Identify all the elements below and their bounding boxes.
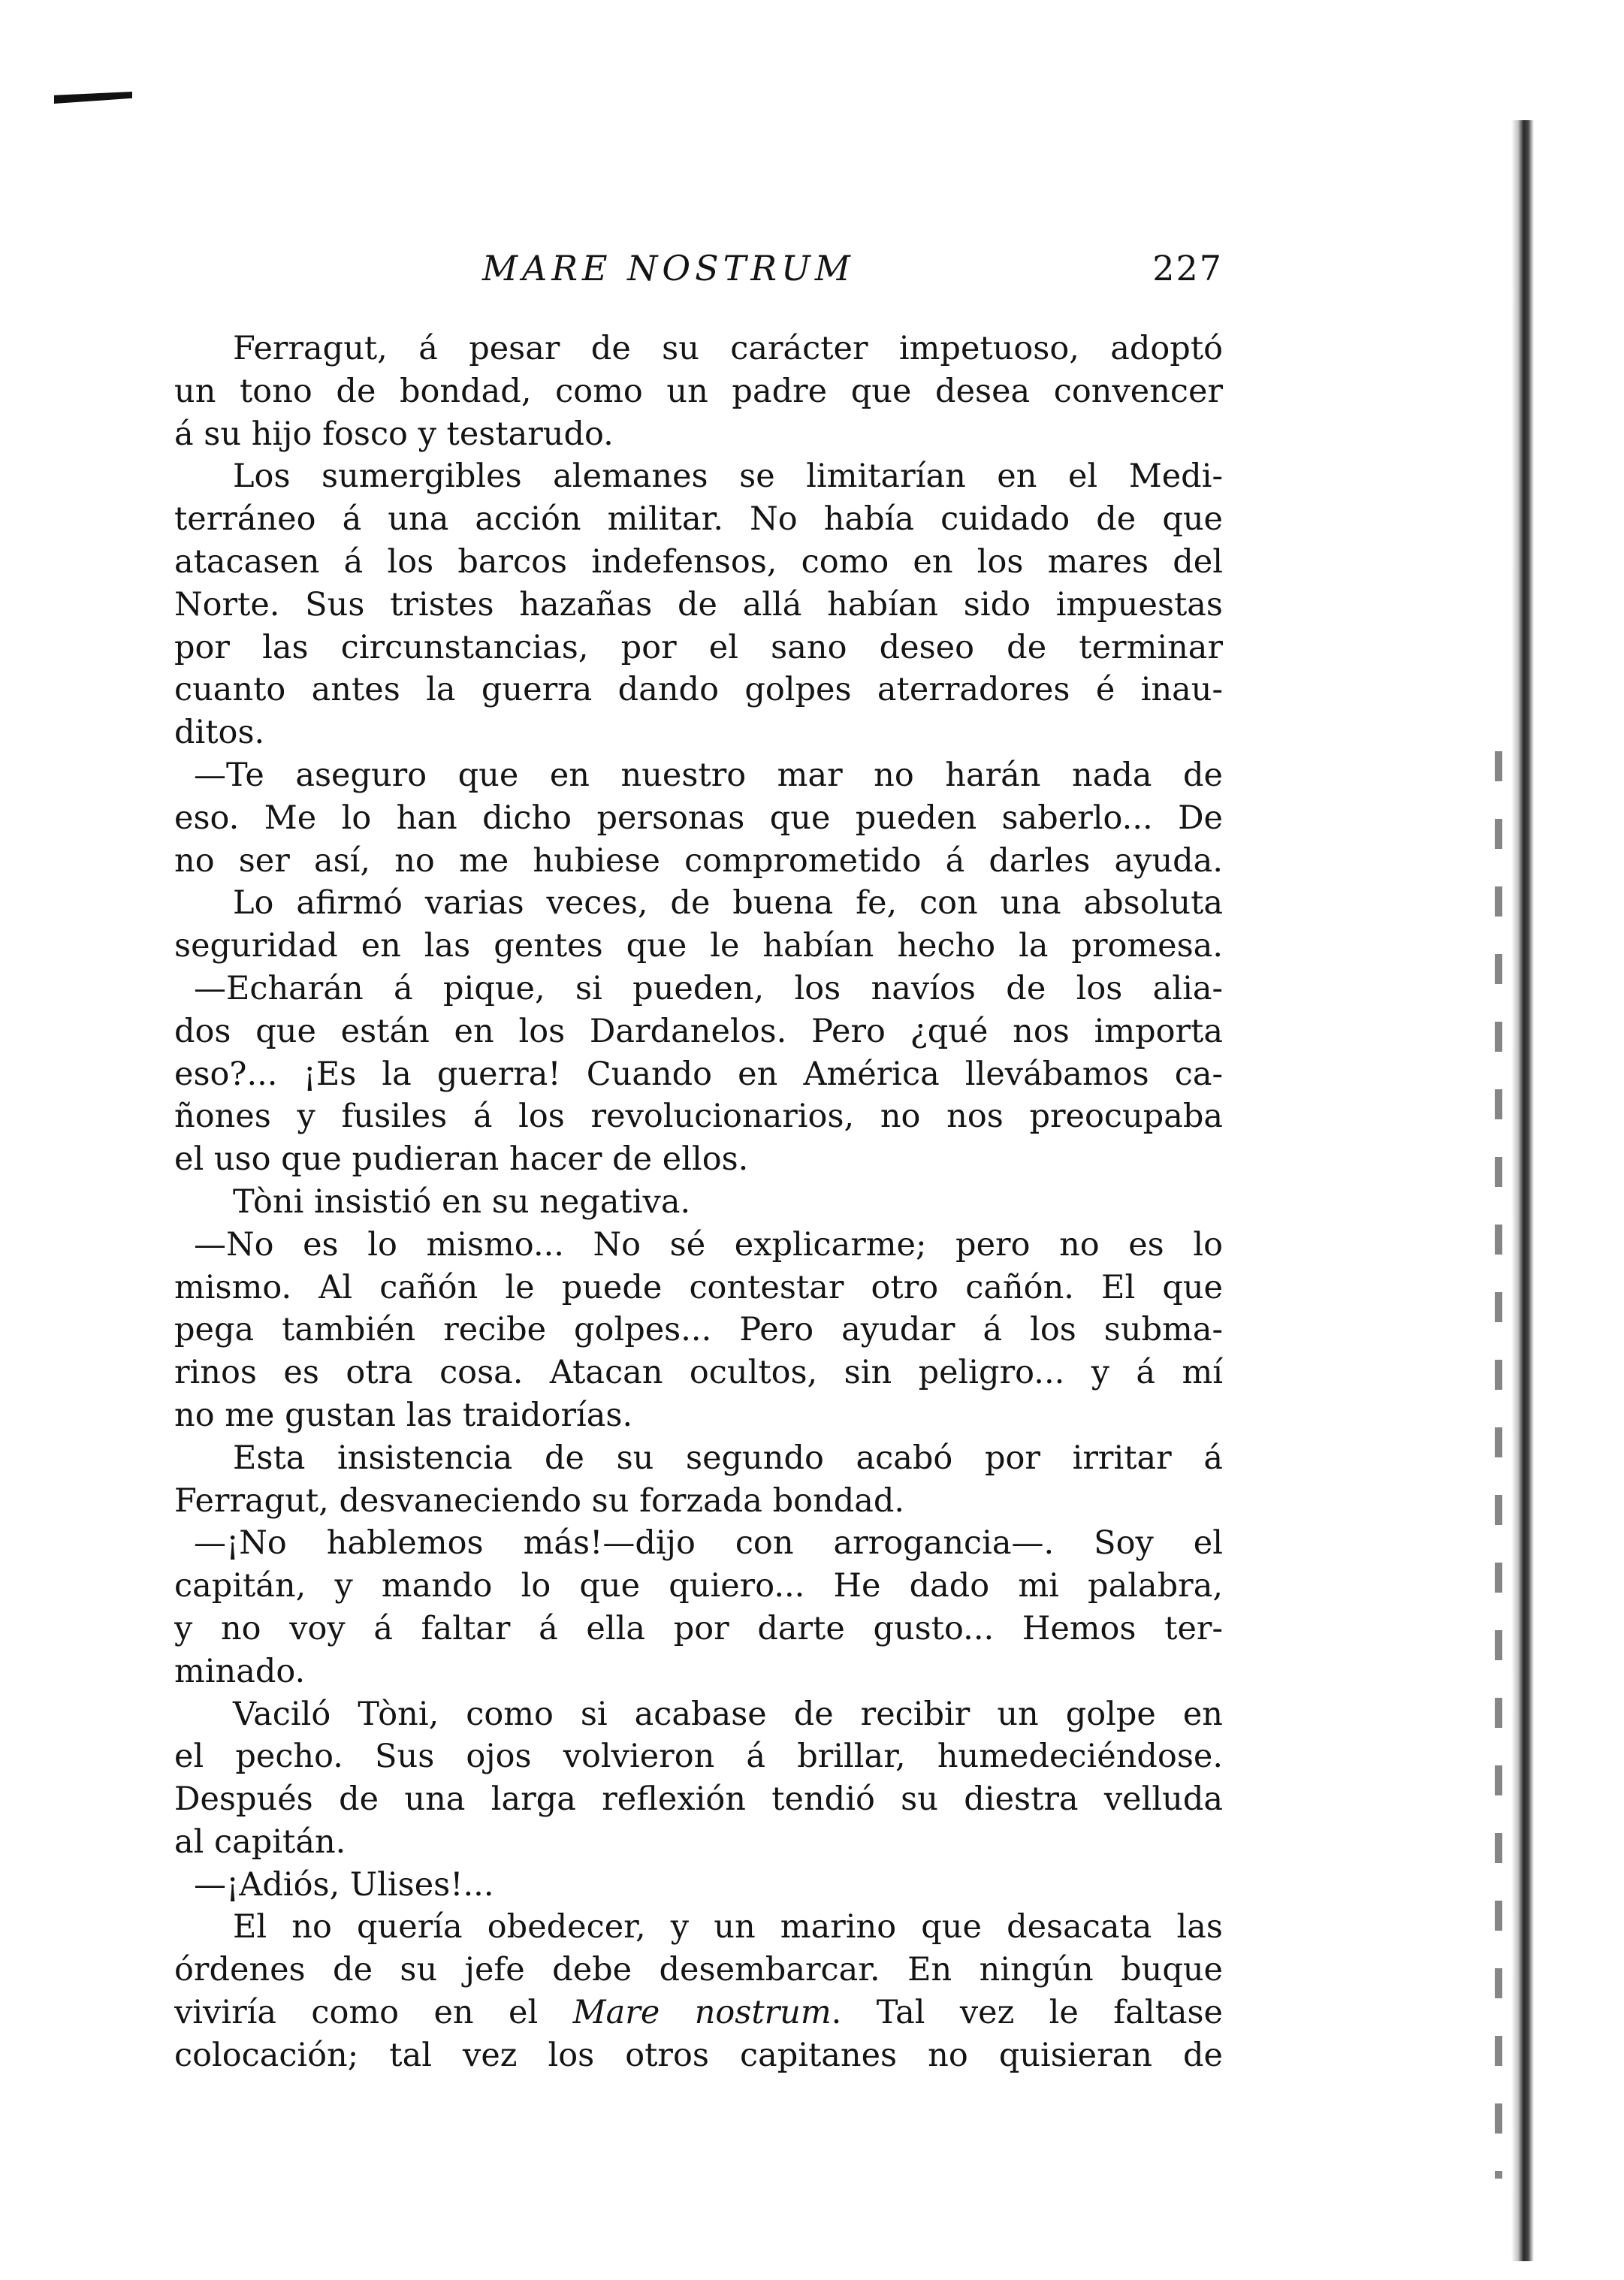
text-line: atacasen á los barcos indefensos, como en los mares del	[174, 542, 1223, 581]
running-head	[174, 248, 1223, 300]
text-line: Ferragut, á pesar de su carácter impetuoso, adoptó	[233, 330, 1223, 367]
body-text	[174, 328, 1223, 2077]
text-line: cuanto antes la guerra dando golpes aterradores é inau-	[174, 671, 1223, 709]
text-line: Lo afirmó varias veces, de buena fe, con una absoluta	[233, 884, 1223, 923]
text-line: Vaciló Tòni, como si acabase de recibir un golpe en	[233, 1695, 1223, 1733]
text-line: eso. Me lo han dicho personas que pueden saberlo... De	[174, 799, 1223, 837]
text-line: Ferragut, desvaneciendo su forzada bondad.	[174, 1481, 905, 1520]
text-line: —Echarán á pique, si pueden, los navíos de los alia-	[194, 969, 1223, 1007]
text-segment: . Tal vez le faltase	[831, 1994, 1223, 2032]
page-number: 227	[1152, 248, 1223, 288]
text-line: á su hijo fosco y testarudo.	[174, 415, 614, 453]
text-line: —No es lo mismo... No sé explicarme; pero no es lo	[194, 1225, 1223, 1264]
text-line: Norte. Sus tristes hazañas de allá habían sido impuestas	[174, 585, 1223, 624]
text-line: rinos es otra cosa. Atacan ocultos, sin peligro... y á mí	[174, 1354, 1223, 1392]
text-line: un tono de bondad, como un padre que desea convencer	[174, 372, 1223, 410]
text-line: terráneo á una acción militar. No había cuidado de que	[174, 500, 1223, 539]
text-line: seguridad en las gentes que le habían hecho la promesa.	[174, 927, 1223, 965]
scan-binding-edge	[1511, 120, 1534, 2261]
text-line: no ser así, no me hubiese comprometido á darles ayuda.	[174, 841, 1223, 880]
text-line: órdenes de su jefe debe desembarcar. En ningún buque	[174, 1951, 1223, 1989]
text-line: —¡No hablemos más!—dijo con arrogancia—. Soy el	[194, 1524, 1223, 1563]
text-line: colocación; tal vez los otros capitanes no quisieran de	[174, 2036, 1223, 2074]
text-line: El no quería obedecer, y un marino que desacata las	[233, 1908, 1223, 1946]
running-title: MARE NOSTRUM	[482, 248, 855, 288]
text-line: ñones y fusiles á los revolucionarios, no nos preocupaba	[174, 1098, 1223, 1136]
italic-title: Mare nostrum	[572, 1994, 832, 2032]
text-line: ditos.	[174, 714, 265, 752]
text-line: Después de una larga reflexión tendió su diestra velluda	[174, 1780, 1223, 1819]
text-line: por las circunstancias, por el sano deseo de terminar	[174, 628, 1223, 666]
text-line: Esta insistencia de su segundo acabó por irritar á	[233, 1439, 1223, 1477]
text-line: Los sumergibles alemanes se limitarían en el Medi-	[233, 458, 1223, 496]
text-line: mismo. Al cañón le puede contestar otro cañón. El que	[174, 1268, 1223, 1306]
text-line: eso?... ¡Es la guerra! Cuando en América llevábamos ca-	[174, 1055, 1223, 1093]
text-line: el uso que pudieran hacer de ellos.	[174, 1140, 749, 1179]
text-line: capitán, y mando lo que quiero... He dado mi palabra,	[174, 1567, 1223, 1605]
text-line: no me gustan las traidorías.	[174, 1396, 633, 1434]
text-line: el pecho. Sus ojos volvieron á brillar, humedeciéndose.	[174, 1738, 1223, 1776]
text-line: al capitán.	[174, 1822, 346, 1861]
text-line: minado.	[174, 1652, 306, 1690]
text-line: pega también recibe golpes... Pero ayudar á los subma-	[174, 1311, 1223, 1349]
text-line: dos que están en los Dardanelos. Pero ¿qué nos importa	[174, 1012, 1223, 1050]
text-line: —Te aseguro que en nuestro mar no harán nada de	[194, 756, 1223, 794]
scan-binding-shadow	[1495, 751, 1502, 2179]
text-line: y no voy á faltar á ella por darte gusto... Hemos ter-	[174, 1609, 1223, 1647]
text-line-mixed	[174, 1992, 1223, 2034]
text-segment: viviría como en el	[174, 1994, 539, 2032]
text-line: —¡Adiós, Ulises!...	[194, 1865, 494, 1904]
text-line: Tòni insistió en su negativa.	[233, 1182, 691, 1221]
scan-corner-mark	[54, 92, 132, 104]
